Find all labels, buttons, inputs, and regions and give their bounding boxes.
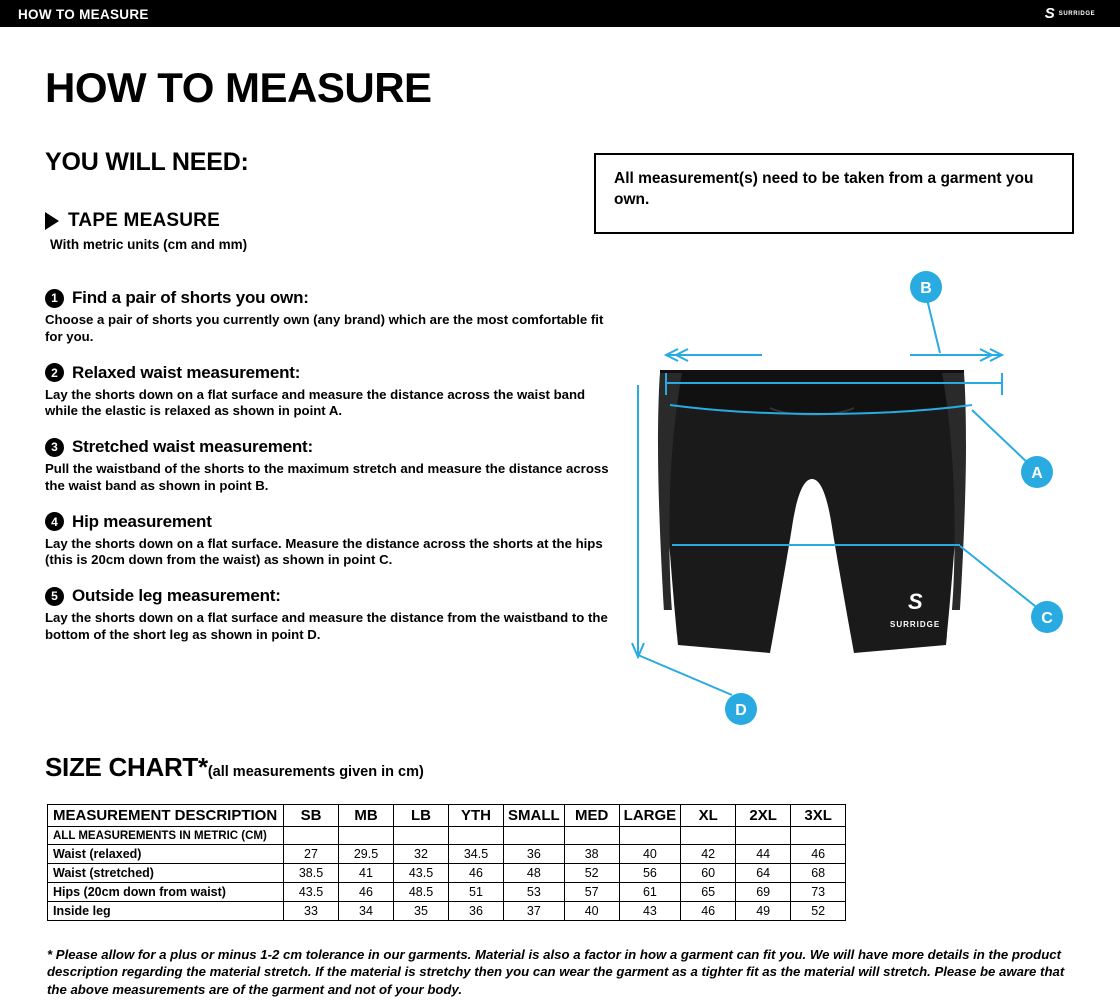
row-value: 51 — [449, 883, 504, 902]
tape-measure-row — [45, 210, 220, 232]
row-value: 53 — [504, 883, 565, 902]
row-label: Inside leg — [48, 902, 284, 921]
step-body: Choose a pair of shorts you currently own (any brand) which are the most comfortable fit for you. — [45, 312, 604, 344]
row-value: 43 — [619, 902, 681, 921]
row-value: 41 — [339, 864, 394, 883]
size-chart-heading-sub: (all measurements given in cm) — [207, 764, 424, 780]
metric-blank — [504, 827, 565, 845]
table-row — [48, 845, 846, 864]
col-header-3xl: 3XL — [791, 805, 846, 827]
size-chart-heading-main: SIZE CHART* — [45, 752, 208, 782]
step-item — [45, 437, 625, 495]
col-header-large: LARGE — [619, 805, 681, 827]
row-value: 46 — [449, 864, 504, 883]
row-value: 35 — [394, 902, 449, 921]
brand-wordmark: SURRIDGE — [1058, 10, 1096, 17]
svg-text:SURRIDGE: SURRIDGE — [890, 620, 941, 629]
row-value: 60 — [681, 864, 736, 883]
svg-text:A: A — [1031, 465, 1043, 482]
table-header-row — [48, 805, 846, 827]
step-number-badge: 3 — [45, 438, 64, 457]
row-value: 38.5 — [284, 864, 339, 883]
row-value: 46 — [681, 902, 736, 921]
row-value: 37 — [504, 902, 565, 921]
col-header-yth: YTH — [449, 805, 504, 827]
brand-initial: S — [1044, 5, 1055, 22]
metric-note: ALL MEASUREMENTS IN METRIC (CM) — [48, 827, 284, 845]
row-value: 43.5 — [394, 864, 449, 883]
step-item — [45, 288, 625, 346]
row-value: 69 — [736, 883, 791, 902]
size-chart-heading — [45, 752, 424, 783]
col-header-mb: MB — [339, 805, 394, 827]
row-value: 36 — [504, 845, 565, 864]
metric-blank — [791, 827, 846, 845]
metric-blank — [284, 827, 339, 845]
play-triangle-icon — [45, 212, 59, 230]
table-row — [48, 883, 846, 902]
steps-list — [45, 288, 625, 661]
row-value: 38 — [564, 845, 619, 864]
row-value: 44 — [736, 845, 791, 864]
marker-b — [910, 271, 942, 303]
step-number-badge: 4 — [45, 512, 64, 531]
brand-logo — [1028, 2, 1112, 25]
col-header-sb: SB — [284, 805, 339, 827]
step-number-badge: 5 — [45, 587, 64, 606]
step-title: Hip measurement — [72, 511, 212, 531]
row-value: 61 — [619, 883, 681, 902]
svg-text:C: C — [1041, 610, 1053, 627]
tape-measure-label: TAPE MEASURE — [68, 210, 220, 231]
row-value: 40 — [619, 845, 681, 864]
top-bar — [0, 0, 1120, 27]
metric-blank — [619, 827, 681, 845]
step-item — [45, 363, 625, 421]
row-value: 34 — [339, 902, 394, 921]
row-value: 52 — [564, 864, 619, 883]
marker-c — [1031, 601, 1063, 633]
step-body: Lay the shorts down on a flat surface and measure the distance from the waistband to the bottom of the short leg as shown in point D. — [45, 610, 608, 642]
step-title: Outside leg measurement: — [72, 586, 281, 606]
callout-text: All measurement(s) need to be taken from a garment you own. — [614, 170, 1034, 208]
row-value: 68 — [791, 864, 846, 883]
metric-blank — [681, 827, 736, 845]
step-number-badge: 2 — [45, 363, 64, 382]
step-body: Pull the waistband of the shorts to the maximum stretch and measure the distance across the waist band as shown in point B. — [45, 461, 609, 493]
row-label: Waist (stretched) — [48, 864, 284, 883]
svg-text:D: D — [735, 702, 747, 719]
step-item — [45, 512, 625, 570]
col-header-description: MEASUREMENT DESCRIPTION — [48, 805, 284, 827]
col-header-2xl: 2XL — [736, 805, 791, 827]
metric-blank — [736, 827, 791, 845]
metric-blank — [449, 827, 504, 845]
row-value: 64 — [736, 864, 791, 883]
shorts-illustration — [620, 265, 1090, 735]
col-header-med: MED — [564, 805, 619, 827]
top-bar-title: HOW TO MEASURE — [18, 7, 149, 22]
callout-box — [594, 153, 1074, 234]
size-chart-table — [47, 804, 846, 921]
table-row — [48, 902, 846, 921]
you-will-need-heading: YOU WILL NEED: — [45, 148, 249, 176]
step-number-badge: 1 — [45, 289, 64, 308]
row-value: 65 — [681, 883, 736, 902]
row-value: 73 — [791, 883, 846, 902]
svg-text:B: B — [920, 280, 932, 297]
row-value: 48 — [504, 864, 565, 883]
step-title: Relaxed waist measurement: — [72, 362, 301, 382]
row-value: 43.5 — [284, 883, 339, 902]
row-value: 46 — [339, 883, 394, 902]
col-header-small: SMALL — [504, 805, 565, 827]
row-value: 40 — [564, 902, 619, 921]
col-header-xl: XL — [681, 805, 736, 827]
row-value: 29.5 — [339, 845, 394, 864]
row-label: Hips (20cm down from waist) — [48, 883, 284, 902]
metric-blank — [564, 827, 619, 845]
row-value: 46 — [791, 845, 846, 864]
row-value: 34.5 — [449, 845, 504, 864]
metric-blank — [339, 827, 394, 845]
row-label: Waist (relaxed) — [48, 845, 284, 864]
tape-measure-sublabel: With metric units (cm and mm) — [50, 237, 248, 252]
row-value: 27 — [284, 845, 339, 864]
table-subheader-row — [48, 827, 846, 845]
row-value: 57 — [564, 883, 619, 902]
svg-text:S: S — [908, 589, 923, 614]
row-value: 32 — [394, 845, 449, 864]
row-value: 42 — [681, 845, 736, 864]
marker-a — [1021, 456, 1053, 488]
row-value: 52 — [791, 902, 846, 921]
table-row — [48, 864, 846, 883]
row-value: 48.5 — [394, 883, 449, 902]
footnote-text: * Please allow for a plus or minus 1-2 cm tolerance in our garments. Material is also a factor in how a garment can fit you. We will have more details in the product description regarding the material stretch. If the material is stretchy then you can wear the garment as a tighter fit as the material will stretch. Please be aware that the above measurements are of the garment and not of your body. — [47, 947, 1065, 997]
row-value: 36 — [449, 902, 504, 921]
step-body: Lay the shorts down on a flat surface. Measure the distance across the shorts at the hips (this is 20cm down from the waist) as shown in point C. — [45, 535, 603, 568]
step-body: Lay the shorts down on a flat surface and measure the distance across the waist band while the elastic is relaxed as shown in point A. — [45, 386, 586, 419]
row-value: 56 — [619, 864, 681, 883]
marker-d — [725, 693, 757, 725]
metric-blank — [394, 827, 449, 845]
row-value: 49 — [736, 902, 791, 921]
brand-logo-block — [1028, 2, 1112, 25]
page-title: HOW TO MEASURE — [45, 64, 432, 111]
step-item — [45, 586, 625, 644]
col-header-lb: LB — [394, 805, 449, 827]
step-title: Stretched waist measurement: — [72, 437, 313, 457]
step-title: Find a pair of shorts you own: — [72, 288, 309, 307]
row-value: 33 — [284, 902, 339, 921]
